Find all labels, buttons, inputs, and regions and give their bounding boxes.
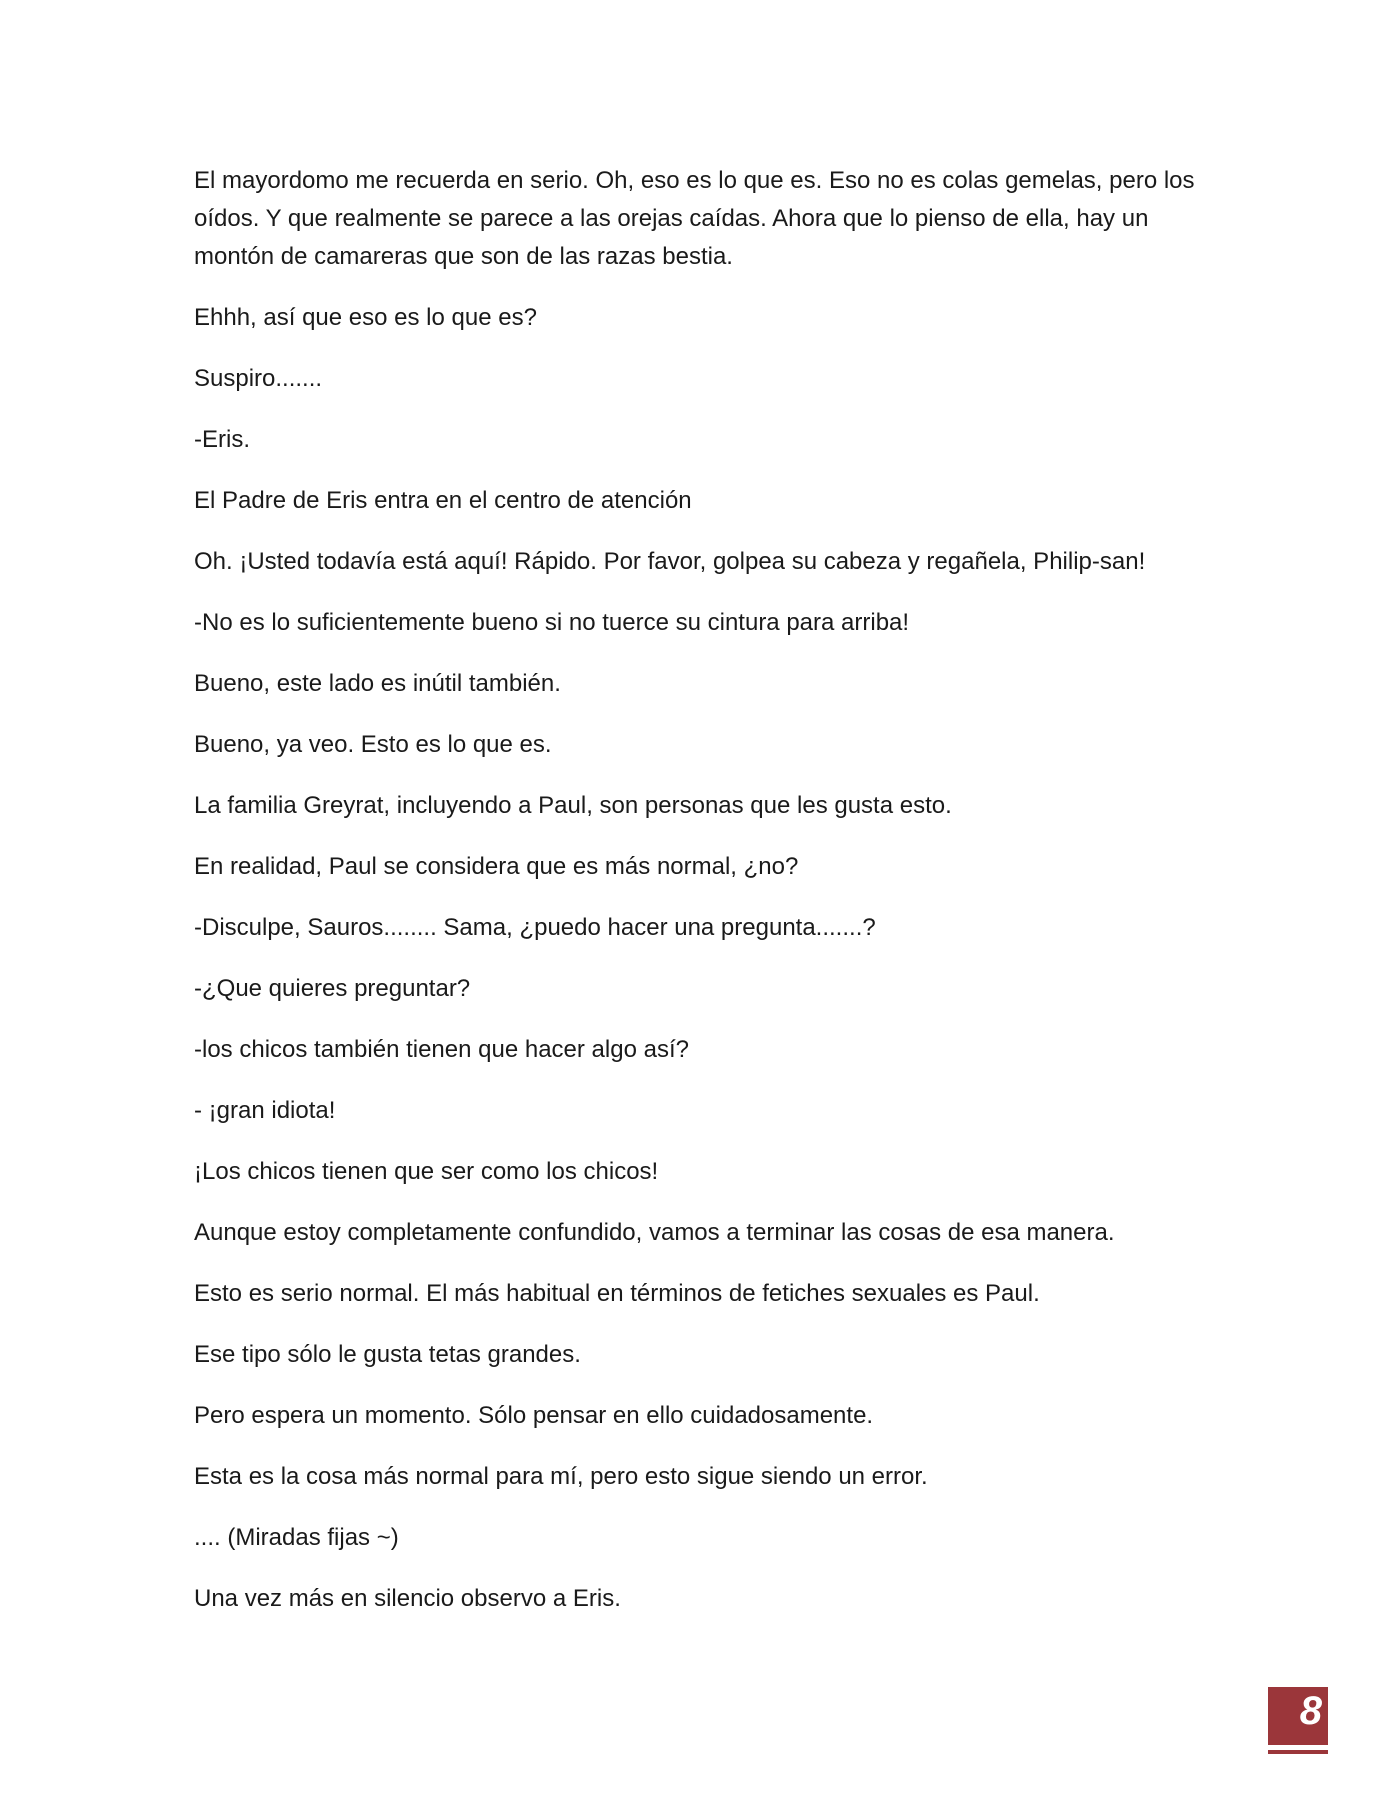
paragraph: Suspiro....... [194, 365, 323, 392]
paragraph: Ese tipo sólo le gusta tetas grandes. [194, 1341, 581, 1368]
page-number: 8 [1299, 1689, 1322, 1733]
paragraph: ¡Los chicos tienen que ser como los chicos! [194, 1158, 659, 1185]
paragraph: -Disculpe, Sauros........ Sama, ¿puedo hacer una pregunta.......? [194, 914, 876, 941]
paragraph: Bueno, ya veo. Esto es lo que es. [194, 731, 552, 758]
page-number-badge [1268, 1687, 1328, 1745]
paragraph: -Eris. [194, 426, 250, 453]
page-body [194, 162, 1214, 1641]
paragraph: -No es lo suficientemente bueno si no tuerce su cintura para arriba! [194, 609, 910, 636]
paragraph: - ¡gran idiota! [194, 1097, 336, 1124]
paragraph: Pero espera un momento. Sólo pensar en ello cuidadosamente. [194, 1402, 874, 1429]
paragraph: .... (Miradas fijas ~) [194, 1524, 399, 1551]
paragraph: Aunque estoy completamente confundido, vamos a terminar las cosas de esa manera. [194, 1219, 1115, 1246]
paragraph: Oh. ¡Usted todavía está aquí! Rápido. Por favor, golpea su cabeza y regañela, Philip-san! [194, 548, 1146, 575]
page-number-underline [1268, 1750, 1328, 1754]
paragraph: Una vez más en silencio observo a Eris. [194, 1585, 621, 1612]
paragraph: La familia Greyrat, incluyendo a Paul, son personas que les gusta esto. [194, 792, 952, 819]
paragraph: -¿Que quieres preguntar? [194, 975, 471, 1002]
paragraph: Ehhh, así que eso es lo que es? [194, 304, 537, 331]
paragraph: Esta es la cosa más normal para mí, pero esto sigue siendo un error. [194, 1463, 928, 1490]
paragraph: -los chicos también tienen que hacer algo así? [194, 1036, 689, 1063]
paragraph: El Padre de Eris entra en el centro de atención [194, 487, 692, 514]
paragraph: El mayordomo me recuerda en serio. Oh, eso es lo que es. Eso no es colas gemelas, pero los oídos. Y que realmente se parece a las orejas caídas. Ahora que lo pienso de ella, hay un montón de camareras que son de las razas bestia. [194, 167, 1195, 270]
paragraph: Bueno, este lado es inútil también. [194, 670, 561, 697]
paragraph: En realidad, Paul se considera que es más normal, ¿no? [194, 853, 799, 880]
paragraph: Esto es serio normal. El más habitual en términos de fetiches sexuales es Paul. [194, 1280, 1040, 1307]
